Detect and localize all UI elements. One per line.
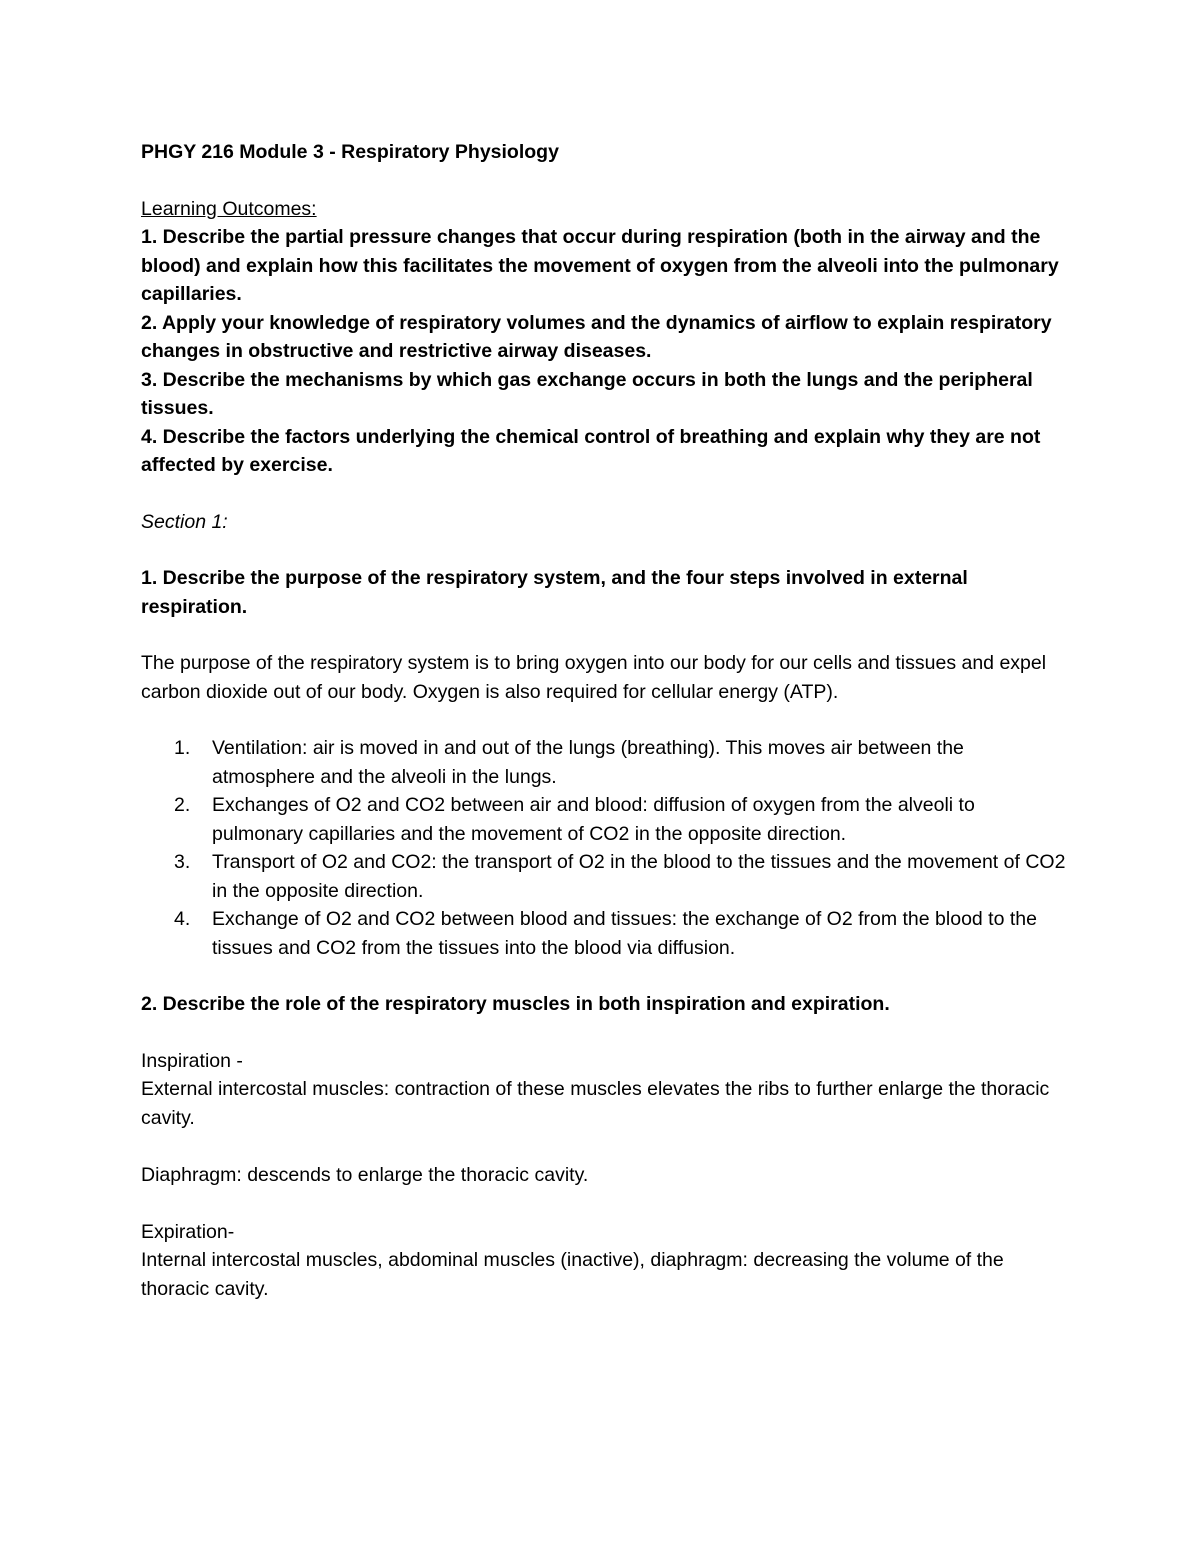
list-item-text: Exchange of O2 and CO2 between blood and tissues: the exchange of O2 from the blood to the tissues and CO2 from the tissues into the blood via diffusion. [212,908,1037,959]
document-title: PHGY 216 Module 3 - Respiratory Physiology [141,141,559,163]
diaphragm-text: Diaphragm: descends to enlarge the thoracic cavity. [141,1163,589,1186]
list-item [141,905,1066,962]
expiration-text: Internal intercostal muscles, abdominal muscles (inactive), diaphragm: decreasing the volume of the thoracic cavity. [141,1249,1004,1300]
list-item [141,848,1066,905]
list-item-number: 3. [174,851,191,873]
list-item-text: Exchanges of O2 and CO2 between air and blood: diffusion of oxygen from the alveoli to pulmonary capillaries and the movement of CO2 in the opposite direction. [212,794,975,845]
list-item-number: 2. [174,794,191,816]
external-intercostal-text: External intercostal muscles: contraction of these muscles elevates the ribs to further enlarge the thoracic cavity. [141,1078,1050,1129]
section-label: Section 1: [141,510,228,533]
learning-outcome-4: 4. Describe the factors underlying the chemical control of breathing and explain why they are not affected by exercise. [141,425,1041,476]
question-1-answer: The purpose of the respiratory system is to bring oxygen into our body for our cells and tissues and expel carbon dioxide out of our body. Oxygen is also required for cellular energy (ATP). [141,652,1047,703]
list-item-number: 4. [174,908,191,930]
list-item-text: Transport of O2 and CO2: the transport of O2 in the blood to the tissues and the movement of CO2 in the opposite direction. [212,851,1066,902]
document-page [141,138,1066,1303]
question-1: 1. Describe the purpose of the respiratory system, and the four steps involved in external respiration. [141,567,968,618]
inspiration-heading: Inspiration - [141,1049,243,1072]
learning-outcome-3: 3. Describe the mechanisms by which gas exchange occurs in both the lungs and the peripheral tissues. [141,368,1033,419]
list-item-text: Ventilation: air is moved in and out of the lungs (breathing). This moves air between the atmosphere and the alveoli in the lungs. [212,737,964,788]
spacer [141,1189,1066,1218]
learning-outcome-2: 2. Apply your knowledge of respiratory volumes and the dynamics of airflow to explain respiratory changes in obstructive and restrictive airway diseases. [141,311,1052,362]
list-item-number: 1. [174,737,191,759]
learning-outcomes-heading: Learning Outcomes: [141,197,317,220]
respiration-steps-list [141,734,1066,962]
list-item [141,734,1066,791]
question-2: 2. Describe the role of the respiratory muscles in both inspiration and expiration. [141,993,890,1015]
learning-outcome-1: 1. Describe the partial pressure changes that occur during respiration (both in the airway and the blood) and explain how this facilitates the movement of oxygen from the alveoli into the pulmonary capillaries. [141,226,1059,305]
list-item [141,791,1066,848]
spacer [141,1132,1066,1161]
expiration-heading: Expiration- [141,1220,235,1243]
